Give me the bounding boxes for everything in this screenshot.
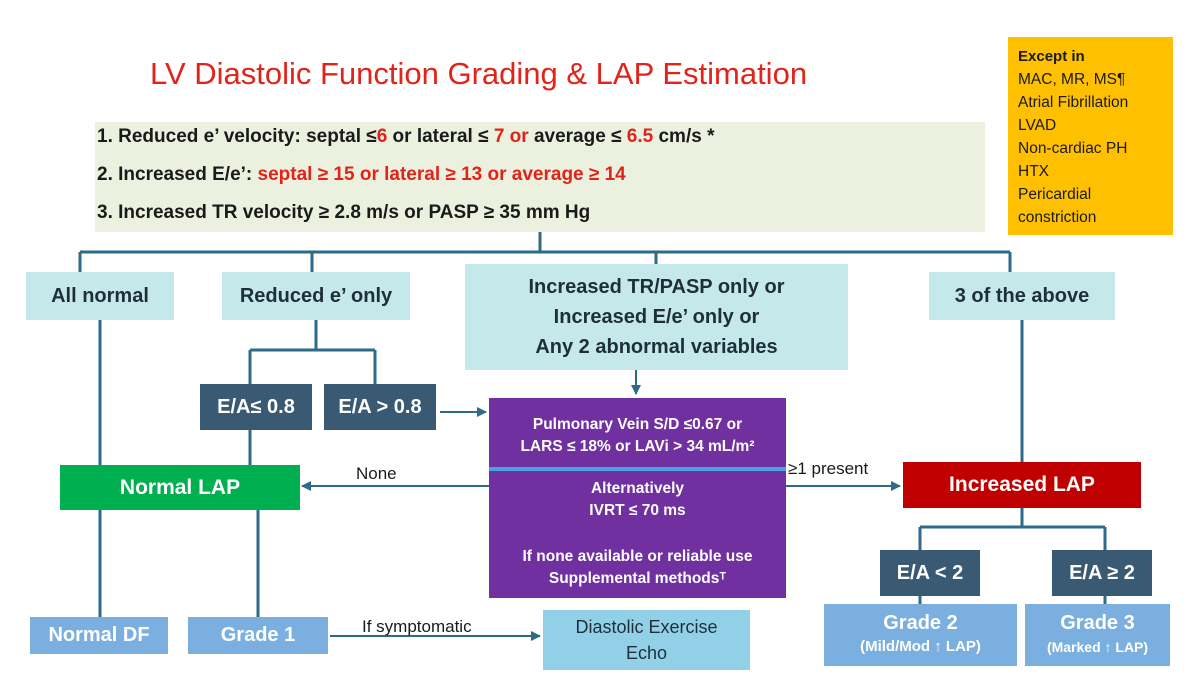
criterion-2-lead: 2. Increased E/e’: bbox=[97, 164, 258, 185]
purple-line: Supplemental methodsᵀ bbox=[548, 570, 727, 587]
exercise-echo-line: Diastolic Exercise bbox=[575, 617, 718, 637]
exercise-echo-line: Echo bbox=[625, 643, 668, 663]
ea-ge-2-box: E/A ≥ 2 bbox=[1052, 550, 1152, 596]
exercise-echo-box bbox=[543, 610, 750, 670]
increased-lap-box: Increased LAP bbox=[903, 462, 1141, 508]
grade-3-sub: (Marked ↑ LAP) bbox=[1046, 639, 1149, 655]
exceptions-panel bbox=[1008, 37, 1173, 235]
normal-df-box: Normal DF bbox=[30, 617, 168, 654]
two-abnormal-line: Increased TR/PASP only or bbox=[528, 276, 785, 298]
grade-2-sub: (Mild/Mod ↑ LAP) bbox=[860, 638, 981, 655]
criterion-1-lateral: 7 or bbox=[493, 126, 529, 147]
criterion-3: 3. Increased TR velocity ≥ 2.8 m/s or PASP ≥ 35 mm Hg bbox=[97, 202, 591, 223]
grade-3-box bbox=[1025, 604, 1170, 666]
exception-item: Atrial Fibrillation bbox=[1018, 94, 1129, 111]
exceptions-heading: Except in bbox=[1018, 48, 1085, 65]
grade-1-box: Grade 1 bbox=[188, 617, 328, 654]
grade-3-label: Grade 3 bbox=[1060, 612, 1135, 634]
purple-line: LARS ≤ 18% or LAVi > 34 mL/m² bbox=[520, 438, 755, 455]
criterion-1-mid1: or lateral ≤ bbox=[387, 126, 494, 147]
normal-lap-box: Normal LAP bbox=[60, 465, 300, 510]
exception-item: Pericardial constriction bbox=[1018, 186, 1097, 226]
grade-2-box bbox=[824, 604, 1017, 666]
ea-le-08-box: E/A≤ 0.8 bbox=[200, 384, 312, 430]
all-normal-box: All normal bbox=[26, 272, 174, 320]
symptomatic-arrow-label: If symptomatic bbox=[362, 617, 472, 636]
purple-line: Pulmonary Vein S/D ≤0.67 or bbox=[532, 416, 743, 433]
ea-lt-2-box: E/A < 2 bbox=[880, 550, 980, 596]
exception-item: Non-cardiac PH bbox=[1018, 140, 1128, 157]
criterion-1-mid2: average ≤ bbox=[528, 126, 627, 147]
page-title: LV Diastolic Function Grading & LAP Estimation bbox=[150, 56, 808, 91]
two-abnormal-line: Any 2 abnormal variables bbox=[535, 336, 778, 358]
none-arrow-label: None bbox=[356, 464, 397, 483]
three-above-box: 3 of the above bbox=[929, 272, 1115, 320]
ea-gt-08-box: E/A > 0.8 bbox=[324, 384, 436, 430]
purple-line: If none available or reliable use bbox=[522, 548, 753, 565]
exception-item: MAC, MR, MS¶ bbox=[1018, 71, 1126, 88]
la-pressure-criteria-box bbox=[489, 398, 786, 598]
reduced-e-only-box: Reduced e’ only bbox=[222, 272, 410, 320]
purple-divider bbox=[489, 467, 786, 471]
criterion-1-septal: 6 bbox=[376, 126, 388, 147]
criterion-2-values: septal ≥ 15 or lateral ≥ 13 or average ≥ 14 bbox=[257, 164, 626, 185]
exception-item: LVAD bbox=[1018, 117, 1057, 134]
purple-line: Alternatively bbox=[590, 480, 685, 497]
criterion-1-average: 6.5 bbox=[626, 126, 654, 147]
criterion-2 bbox=[97, 164, 626, 186]
criterion-1 bbox=[97, 126, 714, 148]
purple-line: IVRT ≤ 70 ms bbox=[589, 502, 686, 519]
criterion-1-tail: cm/s * bbox=[653, 126, 715, 147]
exception-item: HTX bbox=[1018, 163, 1049, 180]
two-abnormal-box bbox=[465, 264, 848, 370]
criterion-1-lead: 1. Reduced e’ velocity: septal ≤ bbox=[97, 126, 377, 147]
grade-2-label: Grade 2 bbox=[883, 612, 958, 634]
two-abnormal-line: Increased E/e’ only or bbox=[553, 306, 760, 328]
present-arrow-label: ≥1 present bbox=[788, 459, 869, 478]
